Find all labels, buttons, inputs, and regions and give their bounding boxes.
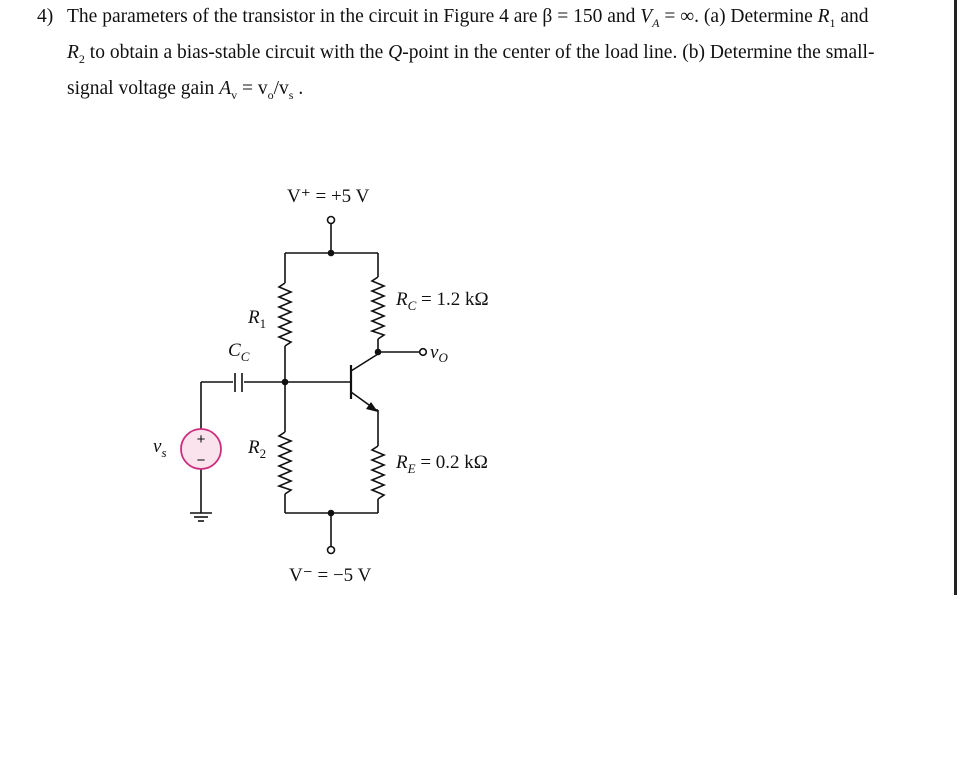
problem-text: to obtain a bias-stable circuit with the xyxy=(84,41,389,63)
junction-dots xyxy=(282,250,382,517)
r2-label: $R_2$ xyxy=(248,437,267,461)
circuit-wires xyxy=(190,217,426,554)
r1-label: $R_1$ xyxy=(248,307,267,331)
source-plus-sign: + xyxy=(196,431,206,448)
problem-text: and xyxy=(835,6,869,27)
r2-subscript: 2 xyxy=(78,51,85,66)
rc-label: $R_C = 1.2$ kΩ xyxy=(396,289,489,313)
source-minus-sign: − xyxy=(196,452,206,469)
q-symbol: Q xyxy=(388,41,403,63)
av-subscript: v xyxy=(231,87,238,102)
vminus-terminal xyxy=(328,547,335,554)
r1-subscript: 1 xyxy=(829,15,836,30)
cc-label: $C_C$ xyxy=(228,340,250,364)
problem-text: = v xyxy=(237,77,268,99)
vo-subscript: o xyxy=(267,87,274,102)
problem-text: The parameters of the transistor in the circuit in Figure 4 are β = 150 and xyxy=(67,6,641,27)
vplus-terminal xyxy=(328,217,335,224)
vo-terminal xyxy=(420,349,427,356)
r1-resistor xyxy=(279,283,291,346)
rc-resistor xyxy=(372,277,384,339)
vs-label: $v_s$ xyxy=(153,436,167,460)
av-symbol: A xyxy=(219,77,232,99)
problem-text: = ∞. (a) Determine xyxy=(659,6,818,27)
problem-text: . xyxy=(293,77,304,99)
vminus-label: V⁻ = −5 V xyxy=(289,565,372,586)
re-resistor xyxy=(372,446,384,499)
va-symbol: V xyxy=(640,6,653,27)
vo-label: $v_O$ xyxy=(430,342,448,365)
r1-symbol: R xyxy=(817,6,830,27)
r2-symbol: R xyxy=(67,41,79,63)
problem-text: -point in the center of the load line. (b) Determine the small- xyxy=(402,41,875,63)
problem-text: signal voltage gain xyxy=(67,77,220,99)
vplus-label: V⁺ = +5 V xyxy=(287,186,370,207)
vs-subscript: s xyxy=(288,87,294,102)
problem-text: /v xyxy=(273,77,289,99)
r2-resistor xyxy=(279,432,291,494)
re-label: $R_E = 0.2$ kΩ xyxy=(396,452,488,476)
problem-number: 4) xyxy=(37,6,54,27)
va-subscript: A xyxy=(652,15,660,30)
